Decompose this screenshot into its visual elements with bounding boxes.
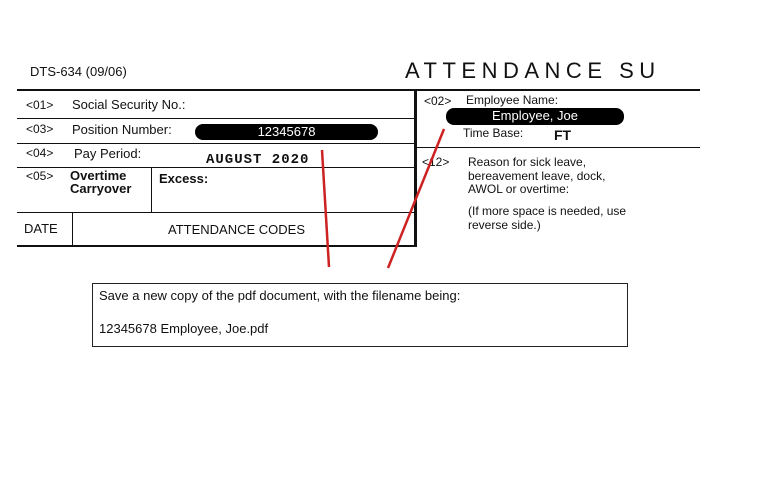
employee-name-value: Employee, Joe — [446, 108, 624, 125]
reverse-note-line-2: reverse side.) — [468, 218, 541, 232]
carryover-label: Carryover — [70, 181, 132, 196]
ssn-label: Social Security No.: — [72, 97, 186, 112]
attendance-codes-header: ATTENDANCE CODES — [168, 222, 305, 237]
reason-line-1: Reason for sick leave, — [468, 155, 587, 169]
arrow-to-employee-name — [388, 129, 444, 268]
field-02-code: <02> — [424, 94, 452, 108]
pay-period-label: Pay Period: — [74, 146, 142, 161]
time-base-label: Time Base: — [463, 126, 524, 140]
reason-line-3: AWOL or overtime: — [468, 182, 570, 196]
position-number-value: 12345678 — [195, 124, 378, 140]
instruction-box — [92, 283, 628, 347]
time-base-value: FT — [554, 127, 572, 143]
form-title: ATTENDANCE SU — [405, 58, 661, 83]
field-01-code: <01> — [26, 98, 54, 112]
form-number: DTS-634 (09/06) — [30, 64, 127, 79]
field-03-code: <03> — [26, 122, 54, 136]
field-05-code: <05> — [26, 169, 54, 183]
reason-line-2: bereavement leave, dock, — [468, 169, 606, 183]
reverse-note-line-1: (If more space is needed, use — [468, 204, 627, 218]
employee-name-label: Employee Name: — [466, 93, 559, 107]
overtime-label: Overtime — [70, 168, 127, 183]
position-number-label: Position Number: — [72, 122, 172, 137]
date-header: DATE — [24, 221, 58, 236]
excess-label: Excess: — [159, 171, 209, 186]
arrow-to-position-number — [322, 150, 329, 267]
instruction-line-1: Save a new copy of the pdf document, with the filename being: — [99, 288, 461, 303]
pay-period-value: AUGUST 2020 — [206, 152, 310, 168]
instruction-filename: 12345678 Employee, Joe.pdf — [99, 321, 269, 336]
field-12-code: <12> — [422, 155, 450, 169]
field-04-code: <04> — [26, 146, 54, 160]
